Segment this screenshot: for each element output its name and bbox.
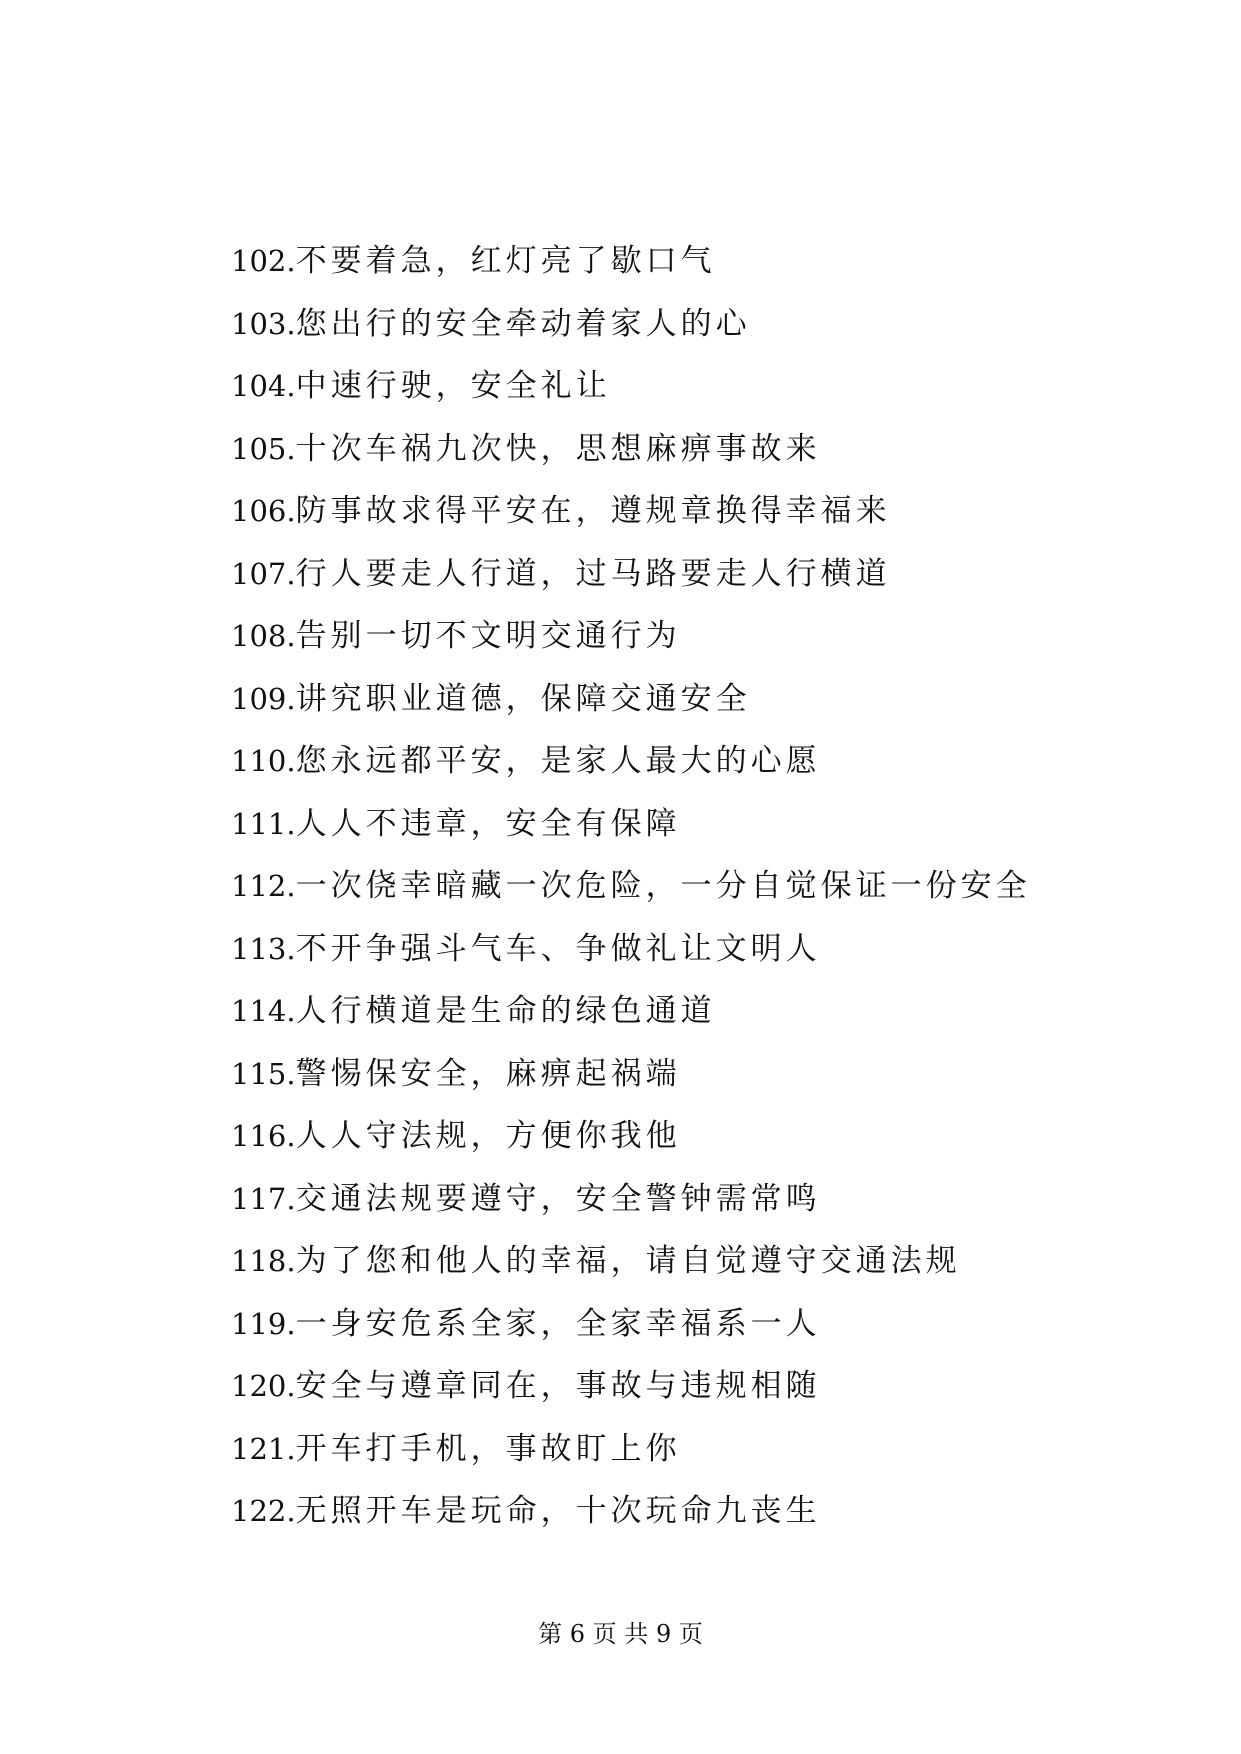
item-number: 122. bbox=[231, 1494, 296, 1528]
item-number: 120. bbox=[231, 1369, 296, 1403]
item-text: 交通法规要遵守，安全警钟需常鸣 bbox=[295, 1180, 821, 1217]
item-text: 告别一切不文明交通行为 bbox=[295, 618, 681, 654]
list-item bbox=[231, 293, 1131, 356]
list-item bbox=[231, 668, 1131, 731]
item-number: 121. bbox=[231, 1431, 296, 1466]
item-number: 119. bbox=[231, 1306, 296, 1341]
item-number: 117. bbox=[231, 1181, 296, 1216]
item-number: 107. bbox=[231, 556, 296, 591]
list-item bbox=[231, 355, 1131, 418]
item-text: 一次侥幸暗藏一次危险，一分自觉保证一份安全 bbox=[295, 868, 1031, 904]
item-text: 无照开车是玩命，十次玩命九丧生 bbox=[295, 1493, 821, 1529]
item-text: 人行横道是生命的绿色通道 bbox=[295, 993, 716, 1029]
item-number: 103. bbox=[231, 306, 296, 341]
list-item bbox=[231, 230, 1131, 293]
item-number: 112. bbox=[231, 869, 296, 903]
list-item bbox=[231, 1105, 1131, 1168]
list-item bbox=[231, 1168, 1131, 1231]
item-text: 不要着急，红灯亮了歇口气 bbox=[295, 243, 716, 279]
item-text: 您出行的安全牵动着家人的心 bbox=[295, 305, 751, 342]
item-number: 102. bbox=[231, 244, 296, 278]
item-text: 讲究职业道德，保障交通安全 bbox=[295, 680, 751, 717]
item-text: 为了您和他人的幸福，请自觉遵守交通法规 bbox=[295, 1243, 961, 1279]
list-item bbox=[231, 793, 1131, 856]
item-text: 十次车祸九次快，思想麻痹事故来 bbox=[295, 430, 821, 467]
item-number: 118. bbox=[231, 1244, 296, 1278]
list-item bbox=[231, 418, 1131, 481]
item-text: 行人要走人行道，过马路要走人行横道 bbox=[295, 555, 891, 592]
item-text: 一身安危系全家，全家幸福系一人 bbox=[295, 1305, 821, 1342]
item-text: 人人守法规，方便你我他 bbox=[295, 1118, 681, 1154]
item-number: 109. bbox=[231, 681, 296, 716]
slogan-list bbox=[231, 230, 1131, 1543]
item-number: 110. bbox=[231, 744, 296, 778]
list-item bbox=[231, 543, 1131, 606]
item-number: 113. bbox=[231, 931, 296, 966]
list-item bbox=[231, 1293, 1131, 1356]
item-number: 111. bbox=[231, 806, 296, 841]
page-footer: 第 6 页 共 9 页 bbox=[538, 1620, 703, 1648]
list-item bbox=[231, 1355, 1131, 1418]
item-text: 不开争强斗气车、争做礼让文明人 bbox=[295, 930, 821, 967]
list-item bbox=[231, 980, 1131, 1043]
item-text: 开车打手机，事故盯上你 bbox=[295, 1430, 681, 1467]
item-number: 104. bbox=[231, 369, 296, 403]
item-number: 115. bbox=[231, 1056, 296, 1091]
item-number: 114. bbox=[231, 994, 296, 1028]
list-item bbox=[231, 1230, 1131, 1293]
list-item bbox=[231, 855, 1131, 918]
list-item bbox=[231, 480, 1131, 543]
item-text: 中速行驶，安全礼让 bbox=[295, 368, 611, 404]
list-item bbox=[231, 1480, 1131, 1543]
list-item bbox=[231, 918, 1131, 981]
list-item bbox=[231, 1418, 1131, 1481]
item-number: 116. bbox=[231, 1119, 296, 1153]
item-text: 防事故求得平安在，遵规章换得幸福来 bbox=[295, 493, 891, 529]
item-number: 108. bbox=[231, 619, 296, 653]
item-text: 人人不违章，安全有保障 bbox=[295, 805, 681, 842]
list-item bbox=[231, 605, 1131, 668]
item-text: 安全与遵章同在，事故与违规相随 bbox=[295, 1368, 821, 1404]
item-text: 警惕保安全，麻痹起祸端 bbox=[295, 1055, 681, 1092]
item-text: 您永远都平安，是家人最大的心愿 bbox=[295, 743, 821, 779]
list-item bbox=[231, 1043, 1131, 1106]
item-number: 105. bbox=[231, 431, 296, 466]
list-item bbox=[231, 730, 1131, 793]
item-number: 106. bbox=[231, 494, 296, 528]
